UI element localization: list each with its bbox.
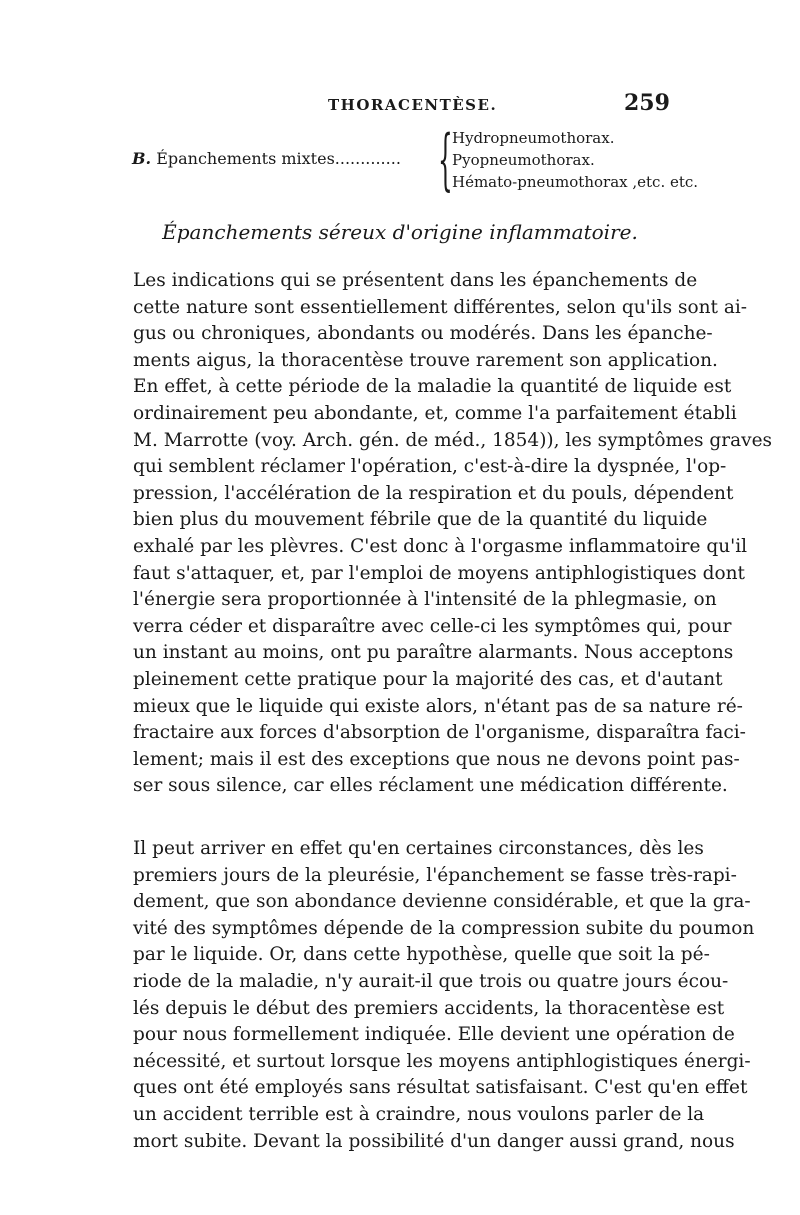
text-line: lés depuis le début des premiers accidents, la thoracentèse est — [133, 997, 725, 1019]
text-line: pression, l'accélération de la respiration et du pouls, dépendent — [133, 482, 734, 504]
text-line: M. Marrotte (voy. Arch. gén. de méd., 1854)), les symptômes graves — [133, 429, 773, 451]
curly-brace: { — [438, 121, 453, 198]
text-line: faut s'attaquer, et, par l'emploi de moyens antiphlogistiques dont — [133, 562, 745, 584]
text-line: un accident terrible est à craindre, nous voulons parler de la — [133, 1103, 705, 1125]
text-line: mort subite. Devant la possibilité d'un danger aussi grand, nous — [133, 1130, 735, 1152]
text-line: Les indications qui se présentent dans les épanchements de — [133, 270, 698, 291]
paragraph-2 — [133, 836, 755, 1155]
text-line: verra céder et disparaître avec celle-ci les symptômes qui, pour — [133, 615, 732, 637]
classification-label — [132, 149, 401, 168]
classification-block — [0, 121, 800, 205]
text-line: cette nature sont essentiellement différentes, selon qu'ils sont ai- — [133, 296, 748, 318]
section-heading: Épanchements séreux d'origine inflammatoire. — [162, 220, 638, 244]
text-line: ques ont été employés sans résultat satisfaisant. C'est qu'en effet — [133, 1077, 748, 1099]
paragraph-1 — [133, 268, 773, 800]
text-line: qui semblent réclamer l'opération, c'est-à-dire la dyspnée, l'op- — [133, 456, 727, 478]
text-line: ordinairement peu abondante, et, comme l'a parfaitement établi — [133, 402, 737, 424]
text-line: nécessité, et surtout lorsque les moyens antiphlogistiques énergi- — [133, 1050, 751, 1072]
text-line: pleinement cette pratique pour la majorité des cas, et d'autant — [133, 668, 723, 690]
text-line: pour nous formellement indiquée. Elle devient une opération de — [133, 1024, 735, 1046]
classification-item: Hydropneumothorax. — [452, 129, 615, 147]
text-line: lement; mais il est des exceptions que nous ne devons point pas- — [133, 748, 740, 770]
text-line: dement, que son abondance devienne considérable, et que la gra- — [133, 891, 751, 913]
text-line: par le liquide. Or, dans cette hypothèse, quelle que soit la pé- — [133, 944, 710, 966]
text-line: l'énergie sera proportionnée à l'intensité de la phlegmasie, on — [133, 589, 717, 611]
text-line: En effet, à cette période de la maladie la quantité de liquide est — [133, 376, 732, 398]
running-head — [0, 90, 800, 124]
classification-item: Hémato-pneumothorax ,etc. etc. — [452, 173, 699, 191]
page-number: 259 — [624, 90, 670, 116]
text-line: ments aigus, la thoracentèse trouve rarement son application. — [133, 349, 718, 371]
text-line: bien plus du mouvement fébrile que de la quantité du liquide — [133, 509, 708, 531]
running-title: THORACENTÈSE. — [328, 96, 498, 114]
text-line: un instant au moins, ont pu paraître alarmants. Nous acceptons — [133, 642, 734, 664]
classification-text: Épanchements mixtes............. — [156, 149, 401, 168]
classification-letter: B. — [132, 149, 152, 168]
text-line: fractaire aux forces d'absorption de l'organisme, disparaîtra faci- — [133, 722, 746, 744]
text-line: Il peut arriver en effet qu'en certaines circonstances, dès les — [133, 838, 704, 859]
text-line: vité des symptômes dépende de la compression subite du poumon — [133, 917, 755, 939]
text-line: ser sous silence, car elles réclament une médication différente. — [133, 775, 728, 797]
classification-item: Pyopneumothorax. — [452, 151, 595, 169]
text-line: mieux que le liquide qui existe alors, n'étant pas de sa nature ré- — [133, 695, 743, 717]
text-line: riode de la maladie, n'y aurait-il que trois ou quatre jours écou- — [133, 970, 729, 992]
classification-items — [452, 127, 698, 193]
text-line: premiers jours de la pleurésie, l'épanchement se fasse très-rapi- — [133, 864, 737, 886]
text-line: gus ou chroniques, abondants ou modérés. Dans les épanche- — [133, 323, 713, 345]
text-line: exhalé par les plèvres. C'est donc à l'orgasme inflammatoire qu'il — [133, 535, 748, 557]
